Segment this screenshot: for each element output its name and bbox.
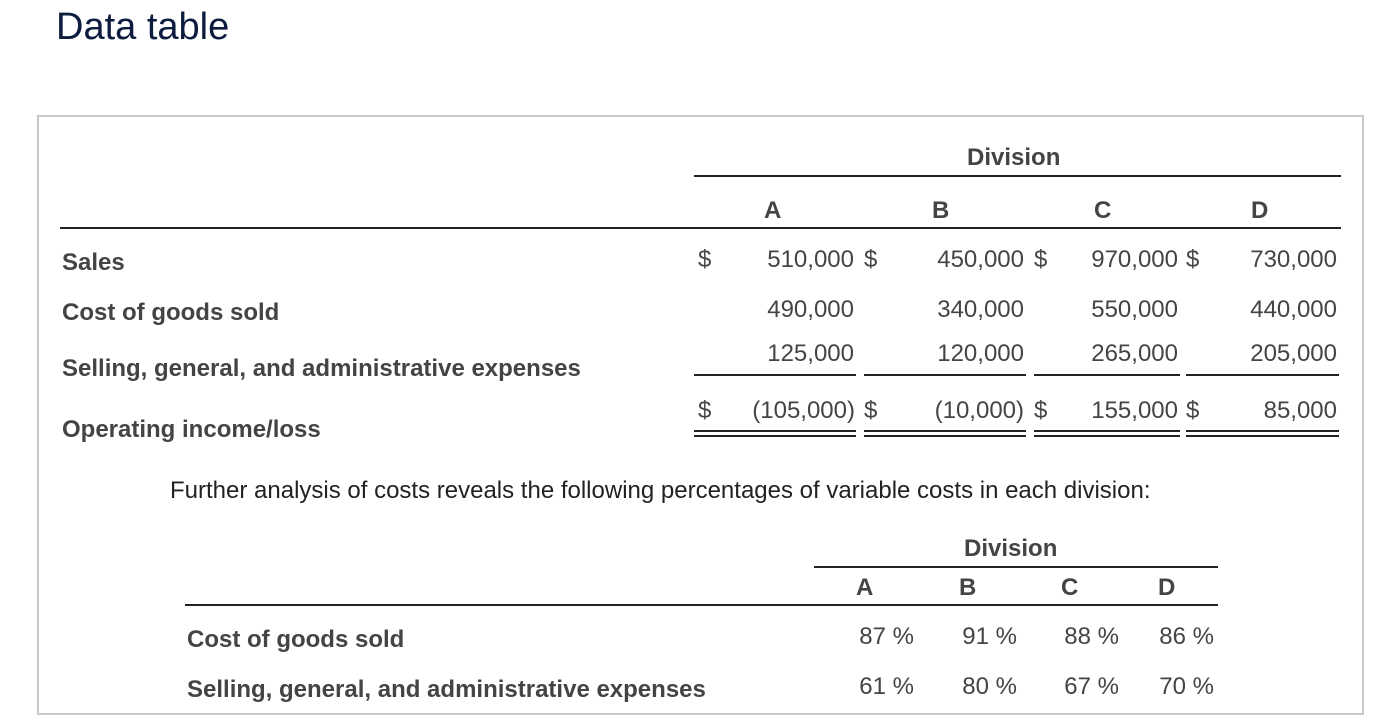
pct-cogs-b: 91 %	[962, 623, 1017, 650]
subtotal-rule-c	[1034, 374, 1180, 376]
currency-sign: $	[1186, 397, 1200, 424]
operating-income-b: (10,000)	[934, 397, 1024, 424]
pct-row-label-cogs: Cost of goods sold	[187, 626, 405, 653]
total-double-rule-d	[1186, 430, 1339, 437]
currency-sign: $	[698, 246, 712, 273]
sales-b: 450,000	[937, 246, 1024, 273]
column-header-a: A	[764, 197, 782, 224]
analysis-note: Further analysis of costs reveals the following percentages of variable costs in each division:	[170, 477, 1151, 504]
column-header-c: C	[1094, 197, 1112, 224]
pct-row-label-sga: Selling, general, and administrative expenses	[187, 676, 706, 703]
sales-c: 970,000	[1091, 246, 1178, 273]
pct-column-header-c: C	[1061, 574, 1079, 601]
operating-income-d: 85,000	[1263, 397, 1337, 424]
currency-sign: $	[698, 397, 712, 424]
sales-a: 510,000	[767, 246, 854, 273]
pct-cogs-c: 88 %	[1064, 623, 1119, 650]
currency-sign: $	[1186, 246, 1200, 273]
column-header-d: D	[1251, 197, 1269, 224]
pct-column-header-b: B	[959, 574, 977, 601]
sales-d: 730,000	[1250, 246, 1337, 273]
division-header: Division	[967, 144, 1061, 171]
total-double-rule-b	[864, 430, 1026, 437]
currency-sign: $	[864, 397, 878, 424]
row-label-sales: Sales	[62, 249, 125, 276]
currency-sign: $	[864, 246, 878, 273]
operating-income-a: (105,000)	[752, 397, 855, 424]
pct-column-header-a: A	[856, 574, 874, 601]
column-header-b: B	[932, 197, 950, 224]
operating-income-c: 155,000	[1091, 397, 1178, 424]
subtotal-rule-d	[1186, 374, 1339, 376]
division-header-rule	[694, 175, 1341, 177]
row-label-operating-income: Operating income/loss	[62, 416, 321, 443]
pct-sga-d: 70 %	[1159, 673, 1214, 700]
total-double-rule-c	[1034, 430, 1180, 437]
division-header-rule-2	[814, 566, 1218, 568]
sga-c: 265,000	[1091, 340, 1178, 367]
page-title: Data table	[56, 6, 230, 48]
subtotal-rule-a	[694, 374, 856, 376]
row-label-sga: Selling, general, and administrative expenses	[62, 355, 581, 382]
total-double-rule-a	[694, 430, 856, 437]
pct-sga-c: 67 %	[1064, 673, 1119, 700]
row-label-cogs: Cost of goods sold	[62, 299, 280, 326]
currency-sign: $	[1034, 397, 1048, 424]
cogs-b: 340,000	[937, 296, 1024, 323]
sga-a: 125,000	[767, 340, 854, 367]
pct-sga-a: 61 %	[859, 673, 914, 700]
pct-sga-b: 80 %	[962, 673, 1017, 700]
sga-d: 205,000	[1250, 340, 1337, 367]
subtotal-rule-b	[864, 374, 1026, 376]
cogs-a: 490,000	[767, 296, 854, 323]
division-header-2: Division	[964, 535, 1058, 562]
cogs-c: 550,000	[1091, 296, 1178, 323]
pct-column-header-rule	[185, 604, 1218, 606]
currency-sign: $	[1034, 246, 1048, 273]
pct-cogs-d: 86 %	[1159, 623, 1214, 650]
pct-column-header-d: D	[1158, 574, 1176, 601]
cogs-d: 440,000	[1250, 296, 1337, 323]
sga-b: 120,000	[937, 340, 1024, 367]
pct-cogs-a: 87 %	[859, 623, 914, 650]
column-header-rule	[60, 227, 1341, 229]
